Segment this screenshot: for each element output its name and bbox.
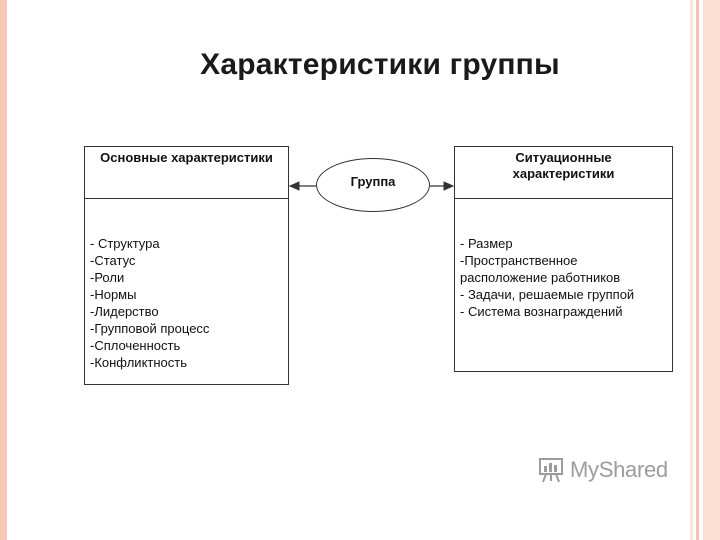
list-item: -Нормы: [90, 287, 137, 302]
list-item: -Лидерство: [90, 304, 159, 319]
list-item: -Пространственное: [460, 253, 578, 268]
list-item: - Система вознаграждений: [460, 304, 623, 319]
group-node-label: Группа: [350, 173, 396, 189]
situational-header-line-1: Ситуационные: [515, 150, 612, 165]
myshared-watermark: [538, 456, 668, 484]
situational-header-line-2: характеристики: [512, 166, 615, 181]
list-item: - Размер: [460, 236, 513, 251]
watermark-text: MyShared: [570, 457, 668, 482]
group-node: [316, 158, 430, 212]
list-item: -Роли: [90, 270, 125, 285]
list-item: -Групповой процесс: [90, 321, 210, 336]
list-item: расположение работников: [460, 270, 621, 285]
list-item: - Задачи, решаемые группой: [460, 287, 635, 302]
slide-title: Характеристики группы: [200, 48, 560, 81]
list-item: -Конфликтность: [90, 355, 187, 370]
list-item: -Статус: [90, 253, 136, 268]
list-item: -Сплоченность: [90, 338, 181, 353]
presentation-board-icon: [538, 457, 564, 483]
list-item: - Структура: [90, 236, 160, 251]
basic-characteristics-header: Основные характеристики: [85, 147, 288, 199]
